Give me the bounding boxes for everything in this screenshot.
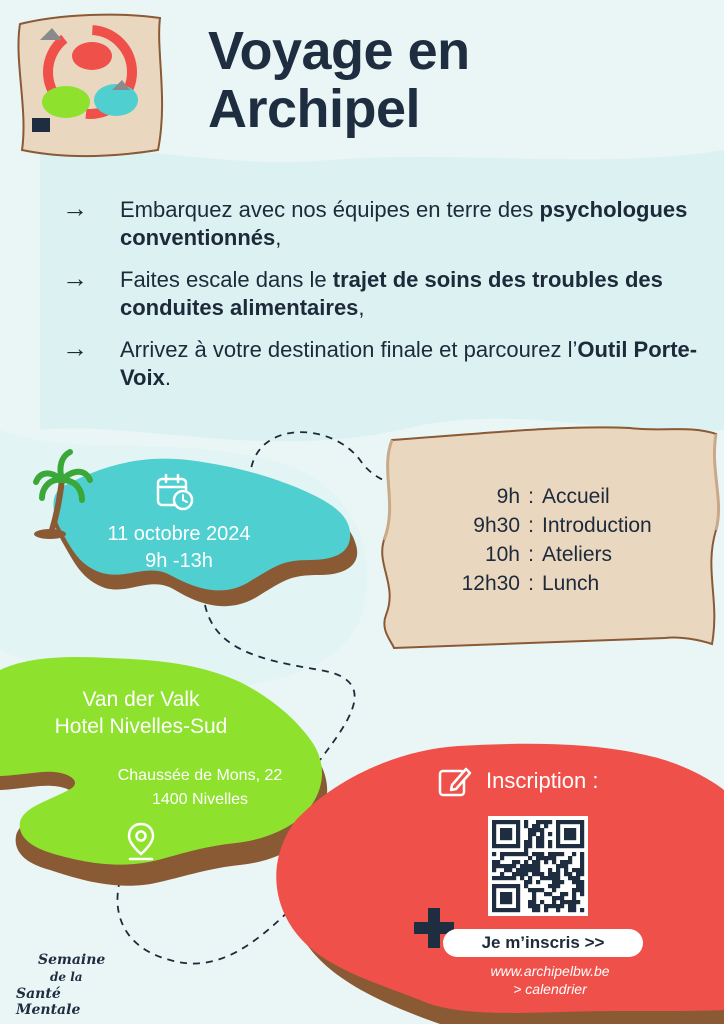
logo-line-3: Santé Mentale [16, 986, 81, 1018]
registration-url[interactable]: www.archipelbw.be [490, 963, 610, 979]
venue-name [26, 686, 256, 740]
schedule-label: Lunch [542, 572, 600, 595]
schedule-row [430, 511, 652, 540]
bullet-emphasis: psychologues conventionnés [120, 197, 688, 250]
schedule-time: 9h30 [473, 514, 520, 537]
address-line-2: 1400 Nivelles [151, 791, 249, 808]
title-line-2: Archipel [208, 79, 421, 139]
registration-label: Inscription : [486, 768, 599, 793]
logo-line-1: Semaine [38, 952, 106, 968]
bullet-item [62, 333, 702, 392]
bullet-text: Faites escale dans le [120, 267, 333, 292]
schedule-separator: : [528, 543, 534, 566]
schedule-time: 9h [496, 485, 520, 508]
qr-code [488, 816, 588, 916]
page-title [208, 22, 470, 138]
schedule-separator: : [528, 485, 534, 508]
event-time: 9h -13h [145, 550, 213, 572]
schedule-row [430, 540, 652, 569]
bullet-text: Arrivez à votre destination finale et parcourez l’ [120, 337, 578, 362]
schedule-time: 10h [484, 543, 520, 566]
arrow-right-icon: → [62, 333, 88, 363]
registration-link[interactable] [460, 962, 640, 998]
edit-icon [438, 765, 472, 799]
bullet-punct: , [275, 225, 282, 250]
event-date-block [84, 521, 274, 575]
semaine-sante-mentale-logo [14, 950, 124, 1020]
map-pin-icon [126, 822, 156, 862]
bullet-emphasis: Outil Porte-Voix [120, 337, 698, 390]
bullet-text: Embarquez avec nos équipes en terre des [120, 197, 540, 222]
bullet-emphasis: trajet de soins des troubles des conduites alimentaires [120, 267, 663, 320]
event-date: 11 octobre 2024 [107, 523, 251, 545]
bullet-punct: , [358, 295, 365, 320]
register-button[interactable]: Je m’inscris >> [443, 929, 643, 957]
bullet-item [62, 193, 702, 252]
arrow-right-icon: → [62, 193, 88, 223]
schedule-separator: : [528, 572, 534, 595]
bullet-list [62, 193, 702, 406]
schedule-time: 12h30 [461, 572, 520, 595]
logo-line-2: de la [50, 970, 83, 984]
venue-name-line-1: Van der Valk [82, 688, 200, 711]
archipel-logo [18, 15, 162, 156]
arrow-right-icon: → [62, 263, 88, 293]
calendar-clock-icon [156, 474, 196, 512]
schedule [430, 482, 652, 598]
schedule-row [430, 569, 652, 598]
schedule-label: Accueil [542, 485, 610, 508]
schedule-row [430, 482, 652, 511]
address-line-1: Chaussée de Mons, 22 [117, 767, 283, 784]
bullet-punct: . [164, 365, 171, 390]
title-line-1: Voyage en [208, 21, 470, 81]
schedule-separator: : [528, 514, 534, 537]
registration-url-path: > calendrier [513, 981, 587, 997]
venue-address [86, 764, 314, 812]
schedule-label: Introduction [542, 514, 652, 537]
venue-name-line-2: Hotel Nivelles-Sud [54, 715, 228, 738]
bullet-item [62, 263, 702, 322]
schedule-label: Ateliers [542, 543, 613, 566]
